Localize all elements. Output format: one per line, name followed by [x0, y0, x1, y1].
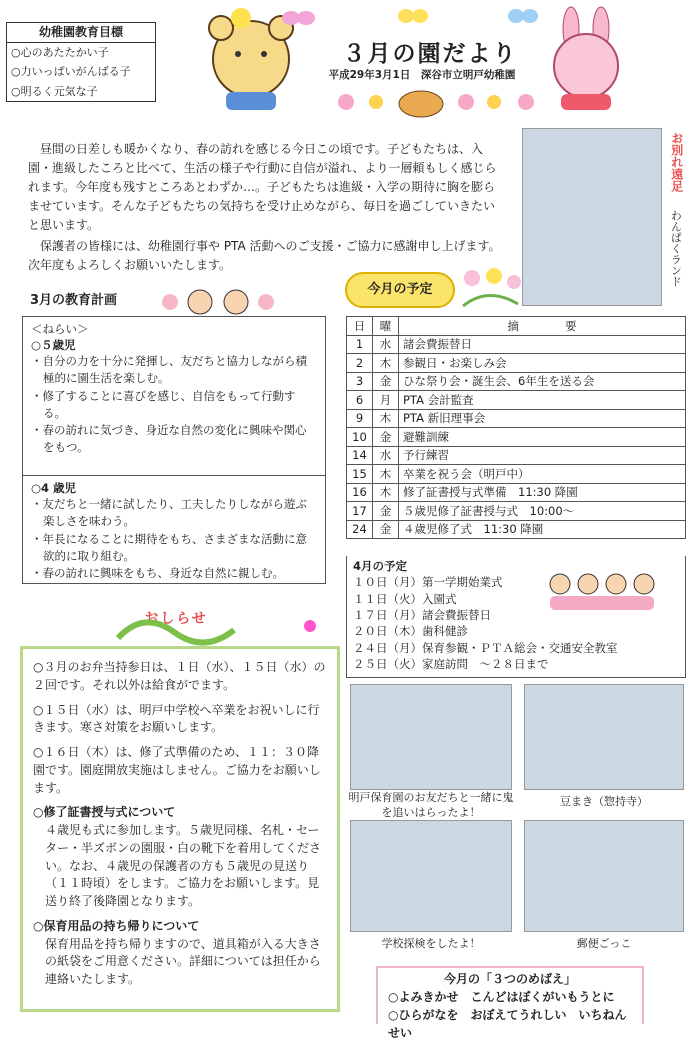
plan-title: 3月の教育計画 — [30, 293, 118, 308]
photo-caption: 明戸保育園のお友だちと一緒に鬼を追いはらったよ！ — [348, 791, 514, 819]
event-cell: 修了証書授与式準備 11:30 降園 — [399, 483, 686, 502]
day-cell: 6 — [347, 391, 373, 410]
april-item: １０日（月）第一学期始業式 — [353, 575, 503, 590]
notice-paragraph: 保育用品を持ち帰りますので、道具箱が入る大きさの紙袋をご用意ください。詳細については担任から連絡いたします。 — [45, 936, 321, 986]
goal-item: ○明るく元気な子 — [11, 84, 98, 98]
table-row — [347, 428, 686, 447]
goal-item: ○心のあたたかい子 — [11, 45, 109, 59]
event-cell: 卒業を祝う会（明戸中） — [399, 465, 686, 484]
weekday-cell: 水 — [373, 335, 399, 354]
flower-icon — [458, 266, 524, 312]
event-cell: ４歳児修了式 11:30 降園 — [399, 520, 686, 539]
photo-caption: 豆まき（惣持寺） — [560, 795, 648, 808]
children-icon — [540, 566, 660, 616]
event-cell: 避難訓練 — [399, 428, 686, 447]
goals-title: 幼稚園教育目標 — [7, 23, 155, 43]
table-header-row — [347, 317, 686, 336]
plan-item: ・友だちと一緒に試したり、工夫したりしながら遊ぶ楽しさを味わう。 — [31, 497, 307, 529]
photo-setsubun — [350, 684, 512, 790]
rabbit-icon — [554, 7, 618, 110]
table-row — [347, 409, 686, 428]
notice-box — [20, 646, 340, 1012]
page-title: ３月の園だより — [342, 41, 518, 67]
plan-item: ・自分の力を十分に発揮し、友だちと協力しながら積極的に園生活を楽しむ。 — [31, 354, 307, 386]
photo-school — [350, 820, 512, 932]
excursion-label: お別れ遠足 — [669, 132, 684, 192]
issue-date: 平成29年3月1日 深谷市立明戸幼稚園 — [328, 69, 516, 81]
april-item: １７日（月）諸会費振替日 — [353, 607, 491, 622]
column-header: 摘 要 — [399, 317, 686, 336]
day-cell: 2 — [347, 354, 373, 373]
april-item: １１日（火）入園式 — [353, 591, 457, 606]
goals-box — [6, 22, 156, 102]
photo-caption: 学校探検をしたよ！ — [381, 937, 481, 950]
photo-mamemaki — [524, 684, 684, 790]
day-cell: 3 — [347, 372, 373, 391]
motto-line: ○ひらがなを おぼえてうれしい いちねんせい — [388, 1008, 627, 1040]
motto-line: ○よみきかせ こんどはぼくがいもうとに — [388, 990, 615, 1004]
day-cell: 15 — [347, 465, 373, 484]
table-row — [347, 372, 686, 391]
plan-age5-heading: ○５歳児 — [31, 338, 76, 353]
goal-item: ○力いっぱいがんばる子 — [11, 65, 131, 79]
weekday-cell: 金 — [373, 372, 399, 391]
event-cell: PTA 新旧理事会 — [399, 409, 686, 428]
schedule-table — [346, 316, 686, 539]
april-title: 4月の予定 — [353, 559, 408, 573]
event-cell: 諸会費振替日 — [399, 335, 686, 354]
april-item: ２０日（木）歯科健診 — [353, 624, 468, 639]
event-cell: ひな祭り会・誕生会、6年生を送る会 — [399, 372, 686, 391]
notice-paragraph: ○１６日（木）は、修了式準備のため、１１：３０降園です。園庭開放実施はしません。ご協力をお願いします。 — [33, 745, 321, 795]
notice-paragraph: ○３月のお弁当持参日は、１日（水）、１５日（水）の２回です。それ以外は給食がでます。 — [33, 660, 326, 692]
column-header: 日 — [347, 317, 373, 336]
weekday-cell: 木 — [373, 465, 399, 484]
column-header: 曜 — [373, 317, 399, 336]
photo-caption: 郵便ごっこ — [576, 937, 632, 950]
plan-box-age4 — [22, 476, 326, 584]
intro-paragraph: 昼間の日差しも暖かくなり、春の訪れを感じる今日この頃です。子どもたちは、入園・進級したころと比べて、生活の様子や行動に自信が溢れ、より一層頼もしく感じられます。今年度も残すところあとわずか…。子どもたちは進級・入学の期待に胸を膨らませています。そんな子どもたちの気持ちを受け止めながら、毎日を過ごしていきたいと思います。 — [28, 142, 497, 232]
notice-title: おしらせ — [144, 611, 208, 627]
mottos-box — [376, 966, 644, 1040]
notice-heading: ○保育用品の持ち帰りについて — [33, 918, 200, 933]
dolls-icon — [158, 286, 278, 318]
table-row — [347, 335, 686, 354]
table-row — [347, 520, 686, 539]
weekday-cell: 水 — [373, 446, 399, 465]
table-row — [347, 391, 686, 410]
day-cell: 16 — [347, 483, 373, 502]
dog-icon — [399, 91, 443, 117]
table-row — [347, 465, 686, 484]
plan-box-age5 — [22, 316, 326, 476]
table-row — [347, 483, 686, 502]
notice-paragraph: ○１５日（水）は、明戸中学校へ卒業をお祝いしに行きます。寒さ対策をお願いします。 — [33, 702, 320, 735]
chick-icon — [231, 8, 251, 28]
table-row — [347, 354, 686, 373]
mottos-title: 今月の「３つのめばえ」 — [443, 972, 576, 986]
plan-age4-heading: ○4 歳児 — [31, 481, 77, 495]
intro-text — [28, 140, 503, 277]
weekday-cell: 金 — [373, 502, 399, 521]
schedule-badge: 今月の予定 — [345, 272, 455, 308]
plan-item: ・修了することに喜びを感じ、自信をもって行動する。 — [31, 388, 296, 420]
snake-icon — [114, 606, 240, 648]
notice-heading: ○修了証書授与式について — [33, 805, 176, 820]
day-cell: 1 — [347, 335, 373, 354]
april-item: ２４日（月）保育参観・ＰＴＡ総会・交通安全教室 — [353, 640, 618, 655]
weekday-cell: 月 — [373, 391, 399, 410]
day-cell: 10 — [347, 428, 373, 447]
excursion-photo — [522, 128, 662, 306]
event-cell: PTA 会計監査 — [399, 391, 686, 410]
event-cell: 予行練習 — [399, 446, 686, 465]
plan-item: ・年長になることに期待をもち、さまざまな活動に意欲的に取り組む。 — [31, 531, 307, 563]
bear-icon — [209, 16, 293, 110]
weekday-cell: 木 — [373, 483, 399, 502]
photo-post — [524, 820, 684, 932]
intro-paragraph: 保護者の皆様には、幼稚園行事や PTA 活動へのご支援・ご協力に感謝申し上げます。次年度もよろしくお願いいたします。 — [28, 238, 501, 272]
table-row — [347, 502, 686, 521]
table-row — [347, 446, 686, 465]
event-cell: ５歳児修了証書授与式 10:00～ — [399, 502, 686, 521]
weekday-cell: 金 — [373, 428, 399, 447]
plan-aim: ＜ねらい＞ — [31, 322, 89, 336]
weekday-cell: 金 — [373, 520, 399, 539]
weekday-cell: 木 — [373, 354, 399, 373]
notice-paragraph: ４歳児も式に参加します。５歳児同様、名札・セーター・半ズボンの園服・白の靴下を着用してください。なお、４歳児の保護者の方も５歳児の見送り（１１時頃）をします。ご協力をお願いします。見送り終了後降園となります。 — [45, 823, 322, 908]
plan-item: ・春の訪れに気づき、身近な自然の変化に興味や関心をもつ。 — [31, 423, 307, 455]
day-cell: 17 — [347, 502, 373, 521]
day-cell: 9 — [347, 409, 373, 428]
butterfly-icon — [282, 9, 538, 25]
april-item: ２５日（火）家庭訪問 ～２８日まで — [353, 656, 549, 671]
weekday-cell: 木 — [373, 409, 399, 428]
day-cell: 14 — [347, 446, 373, 465]
plan-item: ・春の訪れに興味をもち、身近な自然に親しむ。 — [31, 566, 284, 581]
day-cell: 24 — [347, 520, 373, 539]
event-cell: 参観日・お楽しみ会 — [399, 354, 686, 373]
excursion-place: わんぱくランド — [669, 210, 683, 287]
